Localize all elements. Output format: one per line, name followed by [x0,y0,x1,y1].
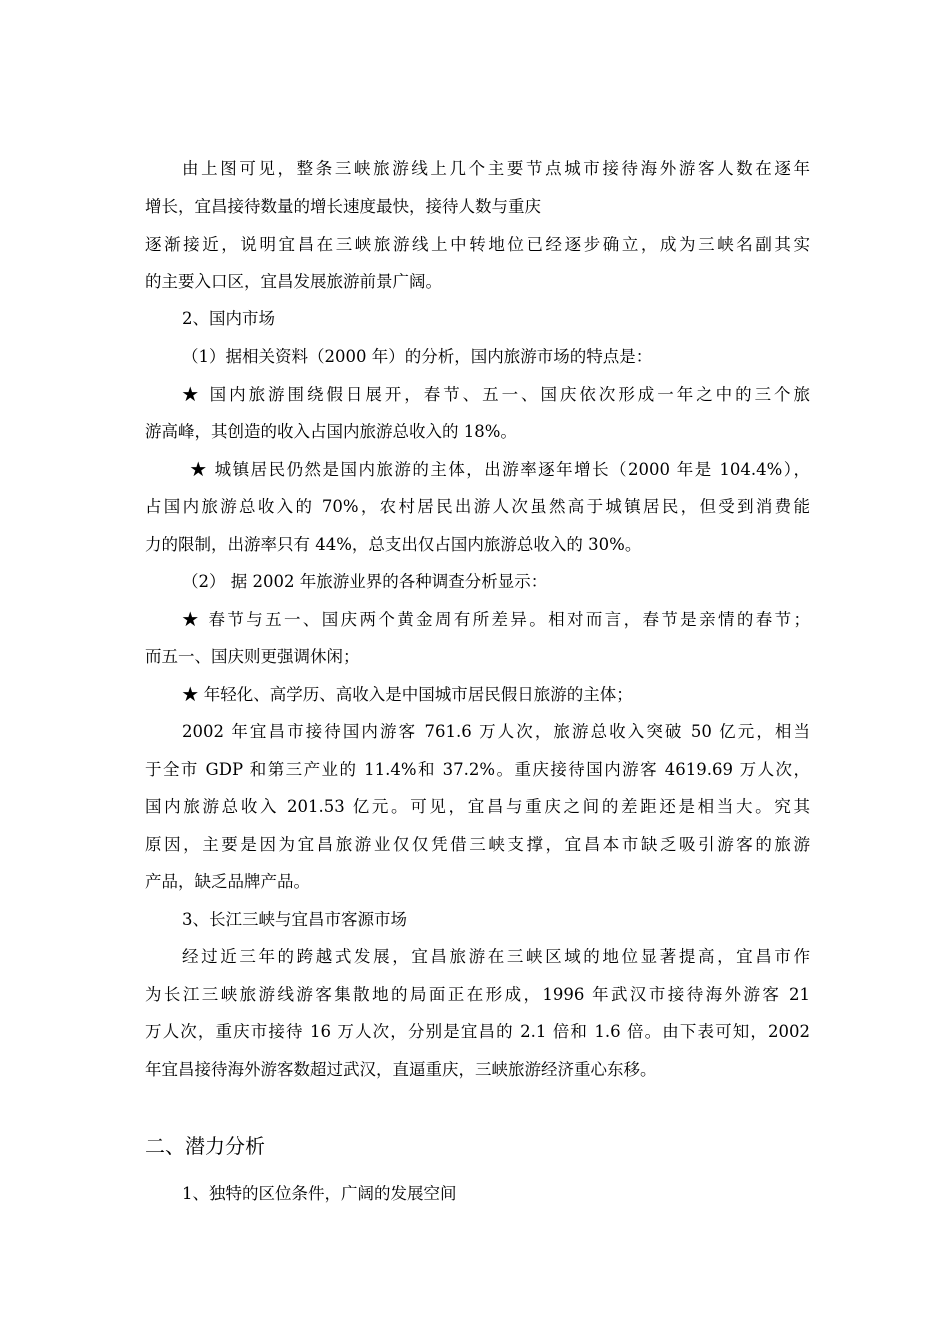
paragraph-line: 产品，缺乏品牌产品。 [145,872,310,891]
paragraph-line: 经过近三年的跨越式发展，宜昌旅游在三峡区域的地位显著提高，宜昌市作 [182,947,810,966]
bullet-line: 力的限制，出游率只有 44%，总支出仅占国内旅游总收入的 30%。 [145,535,642,554]
paragraph-line: 为长江三峡旅游线游客集散地的局面正在形成，1996 年武汉市接待海外游客 21 [145,985,810,1004]
subheading-domestic-market: 2、国内市场 [182,309,275,328]
paragraph-line: （2） 据 2002 年旅游业界的各种调查分析显示： [182,572,548,591]
paragraph-line: 原因，主要是因为宜昌旅游业仅仅凭借三峡支撑，宜昌本市缺乏吸引游客的旅游 [145,835,810,854]
paragraph-line: （1）据相关资料（2000 年）的分析，国内旅游市场的特点是： [182,347,653,366]
paragraph-line: 的主要入口区，宜昌发展旅游前景广阔。 [145,272,442,291]
paragraph-line: 国内旅游总收入 201.53 亿元。可见，宜昌与重庆之间的差距还是相当大。究其 [145,797,810,816]
paragraph-line: 逐渐接近，说明宜昌在三峡旅游线上中转地位已经逐步确立，成为三峡名副其实 [145,235,810,254]
paragraph-line: 2002 年宜昌市接待国内游客 761.6 万人次，旅游总收入突破 50 亿元，相当 [182,722,810,741]
bullet-line: 游高峰，其创造的收入占国内旅游总收入的 18%。 [145,422,517,441]
bullet-line: ★ 国内旅游围绕假日展开，春节、五一、国庆依次形成一年之中的三个旅 [182,385,810,404]
paragraph-line: 由上图可见，整条三峡旅游线上几个主要节点城市接待海外游客人数在逐年 [182,159,810,178]
subheading-location: 1、独特的区位条件，广阔的发展空间 [182,1184,457,1203]
paragraph-line: 于全市 GDP 和第三产业的 11.4%和 37.2%。重庆接待国内游客 4619.69 万人次， [145,760,810,779]
paragraph-line: 增长，宜昌接待数量的增长速度最快，接待人数与重庆 [145,197,541,216]
paragraph-line: 年宜昌接待海外游客数超过武汉，直逼重庆，三峡旅游经济重心东移。 [145,1060,657,1079]
bullet-line: ★ 年轻化、高学历、高收入是中国城市居民假日旅游的主体； [182,685,633,704]
bullet-line: 占国内旅游总收入的 70%，农村居民出游人次虽然高于城镇居民，但受到消费能 [145,497,810,516]
subheading-source-market: 3、长江三峡与宜昌市客源市场 [182,910,407,929]
bullet-line: 而五一、国庆则更强调休闲； [145,647,360,666]
section-heading-potential-analysis: 二、潜力分析 [145,1134,265,1158]
paragraph-line: 万人次，重庆市接待 16 万人次，分别是宜昌的 2.1 倍和 1.6 倍。由下表可知，2002 [145,1022,810,1041]
bullet-line: ★ 城镇居民仍然是国内旅游的主体，出游率逐年增长（2000 年是 104.4%）， [190,460,810,479]
bullet-line: ★ 春节与五一、国庆两个黄金周有所差异。相对而言，春节是亲情的春节； [182,610,810,629]
